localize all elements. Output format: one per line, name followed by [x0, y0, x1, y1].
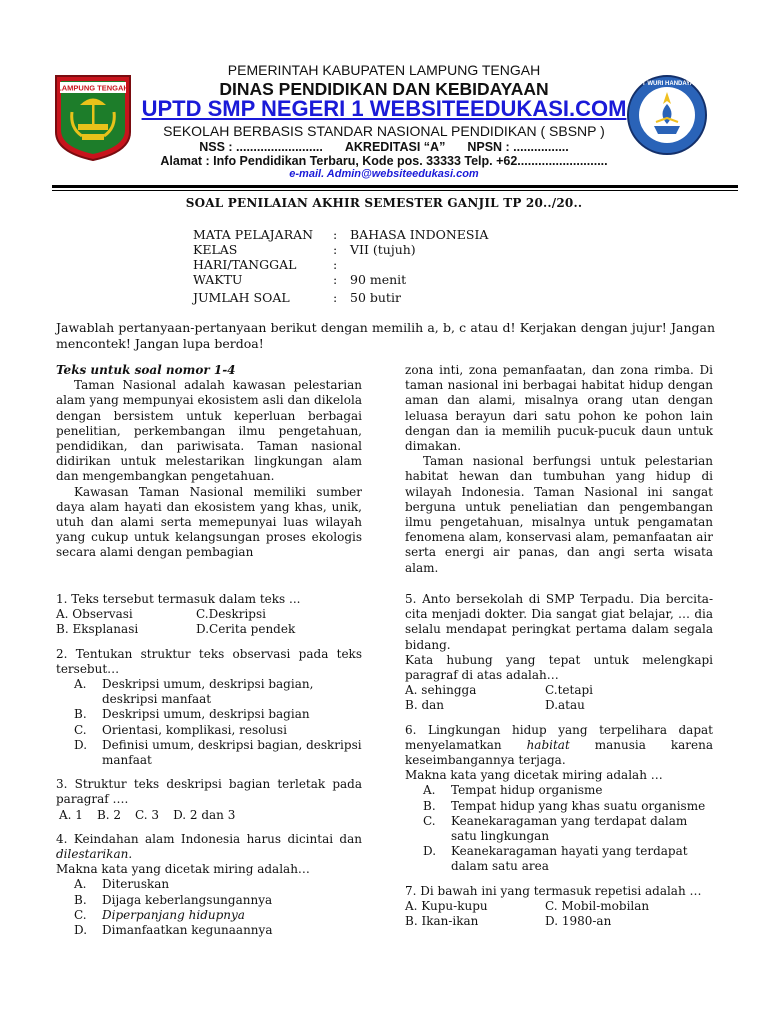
- option-a[interactable]: A. Observasi: [56, 607, 133, 622]
- email-link[interactable]: e-mail. Admin@websiteedukasi.com: [289, 168, 479, 180]
- school-name[interactable]: UPTD SMP NEGERI 1 WEBSITEEDUKASI.COM: [141, 96, 627, 121]
- option-a[interactable]: A. sehingga: [405, 683, 477, 698]
- passage-paragraph-1: Taman Nasional adalah kawasan pelestarian alam yang mempunyai ekosistem asli dan dikelola dengan bersistem untuk keperluan berbagai penelitian, perkembangan ilmu pengetahuan, pendidikan, dan pariwisata. Taman nasional didirikan untuk melestarikan lingkungan alam dan mengembangkan pengetahuan.: [56, 378, 362, 484]
- option-b[interactable]: B. Tempat hidup yang khas suatu organisme: [423, 798, 706, 813]
- option-b[interactable]: B. Deskripsi umum, deskripsi bagian: [74, 707, 310, 722]
- option-d[interactable]: D.Cerita pendek: [196, 622, 296, 637]
- passage-paragraph-3: Taman nasional berfungsi untuk pelestarian habitat hewan dan tumbuhan yang hidup di wilayah Indonesia. Taman Nasional ini sangat berguna untuk peneliatian dan pengembangan ilmu pengetahuan, misalnya untuk pengamatan fenomena alam, konservasi alam, pemanfaatan air serta energi air panas, dan angi serta wisata alam.: [405, 454, 713, 575]
- option-d[interactable]: D. Definisi umum, deskripsi bagian, deskripsi manfaat: [74, 737, 362, 768]
- exam-title: SOAL PENILAIAN AKHIR SEMESTER GANJIL TP 20../20..: [185, 196, 583, 210]
- option-d[interactable]: D. Dimanfaatkan kegunaannya: [74, 923, 273, 938]
- question-stem: 6. Lingkungan hidup yang terpelihara dapat menyelamatkan habitat manusia karena keseimbangannya terjaga.: [405, 722, 713, 768]
- option-a[interactable]: A. Tempat hidup organisme: [423, 783, 603, 798]
- passage-paragraph-2-cont: zona inti, zona pemanfaatan, dan zona rimba. Di taman nasional ini berbagai habitat hidup dengan aman dan alami, misalnya orang utan dengan leluasa berayun dari satu pohon ke pohon lain dengan dan ia memilih pucuk-pucuk daun untuk dimakan.: [405, 363, 713, 454]
- question-stem-2: Kata hubung yang tepat untuk melengkapi paragraf di atas adalah…: [405, 652, 713, 683]
- option-c[interactable]: C. Keanekaragaman yang terdapat dalam satu lingkungan: [423, 813, 688, 844]
- npsn-text: NPSN : ................: [467, 140, 569, 154]
- nss-text: NSS : .........................: [199, 140, 323, 154]
- option-a[interactable]: A. Kupu-kupu: [405, 898, 488, 913]
- question-6: [405, 723, 713, 875]
- italic-word: habitat: [526, 737, 570, 752]
- passage-left: [56, 363, 362, 561]
- address-line: Alamat : Info Pendidikan Terbaru, Kode pos. 33333 Telp. +62..........................: [160, 154, 608, 168]
- option-c[interactable]: C. Mobil-mobilan: [545, 898, 650, 913]
- question-stem: 5. Anto bersekolah di SMP Terpadu. Dia bercita-cita menjadi dokter. Dia sangat giat belajar, … dia selalu mendapat peringkat pertama dalam segala bidang.: [405, 592, 713, 652]
- question-7: [405, 884, 713, 930]
- instructions: Jawablah pertanyaan-pertanyaan berikut dengan memilih a, b, c atau d! Kerjakan dengan jujur! Jangan mencontek! Jangan lupa berdoa!: [56, 320, 715, 351]
- option-c[interactable]: C.Deskripsi: [196, 607, 266, 622]
- option-d[interactable]: D. 2 dan 3: [173, 807, 236, 822]
- question-stem: 3. Struktur teks deskripsi bagian terletak pada paragraf ….: [56, 777, 362, 807]
- letterhead: [0, 0, 768, 195]
- question-3: [56, 777, 362, 823]
- header-divider-thin: [52, 190, 738, 191]
- option-b[interactable]: B. Ikan-ikan: [405, 914, 479, 929]
- question-5: [405, 592, 713, 714]
- government-line: PEMERINTAH KABUPATEN LAMPUNG TENGAH: [227, 62, 541, 78]
- question-stem-2: Makna kata yang dicetak miring adalah…: [56, 862, 310, 877]
- svg-text:LAMPUNG TENGAH: LAMPUNG TENGAH: [57, 83, 129, 93]
- option-c[interactable]: C. Diperpanjang hidupnya: [74, 907, 245, 922]
- option-c[interactable]: C. Orientasi, komplikasi, resolusi: [74, 722, 287, 737]
- akreditasi-text: AKREDITASI “A”: [344, 140, 446, 154]
- question-stem-2: Makna kata yang dicetak miring adalah …: [405, 768, 663, 783]
- question-stem: 2. Tentukan struktur teks observasi pada teks tersebut…: [56, 646, 362, 676]
- option-c[interactable]: C.tetapi: [545, 683, 593, 698]
- option-a[interactable]: A. 1: [59, 807, 83, 822]
- option-b[interactable]: B. dan: [405, 698, 445, 713]
- passage-right: [405, 363, 713, 576]
- option-a[interactable]: A. Deskripsi umum, deskripsi bagian, deskripsi manfaat: [74, 677, 314, 707]
- question-1: [56, 592, 362, 638]
- question-2: [56, 647, 362, 769]
- question-stem: 1. Teks tersebut termasuk dalam teks ...: [56, 592, 301, 606]
- questions-right: [405, 592, 713, 938]
- question-stem: 7. Di bawah ini yang termasuk repetisi adalah …: [405, 883, 702, 898]
- school-standard-line: SEKOLAH BERBASIS STANDAR NASIONAL PENDIDIKAN ( SBSNP ): [163, 123, 605, 139]
- passage-heading: Teks untuk soal nomor 1-4: [56, 363, 236, 377]
- svg-text:TUT WURI HANDAYANI: TUT WURI HANDAYANI: [634, 81, 700, 87]
- option-d[interactable]: D. 1980-an: [545, 914, 612, 929]
- option-d[interactable]: D. Keanekaragaman hayati yang terdapat dalam satu area: [423, 844, 688, 874]
- option-d[interactable]: D.atau: [545, 698, 585, 713]
- option-b[interactable]: B. Dijaga keberlangsungannya: [74, 892, 273, 907]
- questions-left: [56, 592, 362, 947]
- option-b[interactable]: B. 2: [96, 807, 122, 822]
- option-a[interactable]: A. Diteruskan: [74, 877, 170, 892]
- option-c[interactable]: C. 3: [135, 807, 160, 822]
- passage-paragraph-2: Kawasan Taman Nasional memiliki sumber daya alam hayati dan ekosistem yang khas, unik, utuh dan alami serta memepunyai luas wilayah yang cukup untuk kelangsungan proses ekologis secara alami dengan pembagian: [56, 484, 362, 560]
- header-divider-thick: [52, 185, 738, 188]
- italic-word: dilestarikan.: [56, 847, 133, 862]
- option-b[interactable]: B. Eksplanasi: [56, 622, 139, 637]
- department-line: DINAS PENDIDIKAN DAN KEBIDAYAAN: [219, 79, 549, 99]
- school-ids-line: [0, 140, 768, 154]
- question-stem: 4. Keindahan alam Indonesia harus dicintai dan dilestarikan.: [56, 831, 362, 862]
- question-4: [56, 832, 362, 938]
